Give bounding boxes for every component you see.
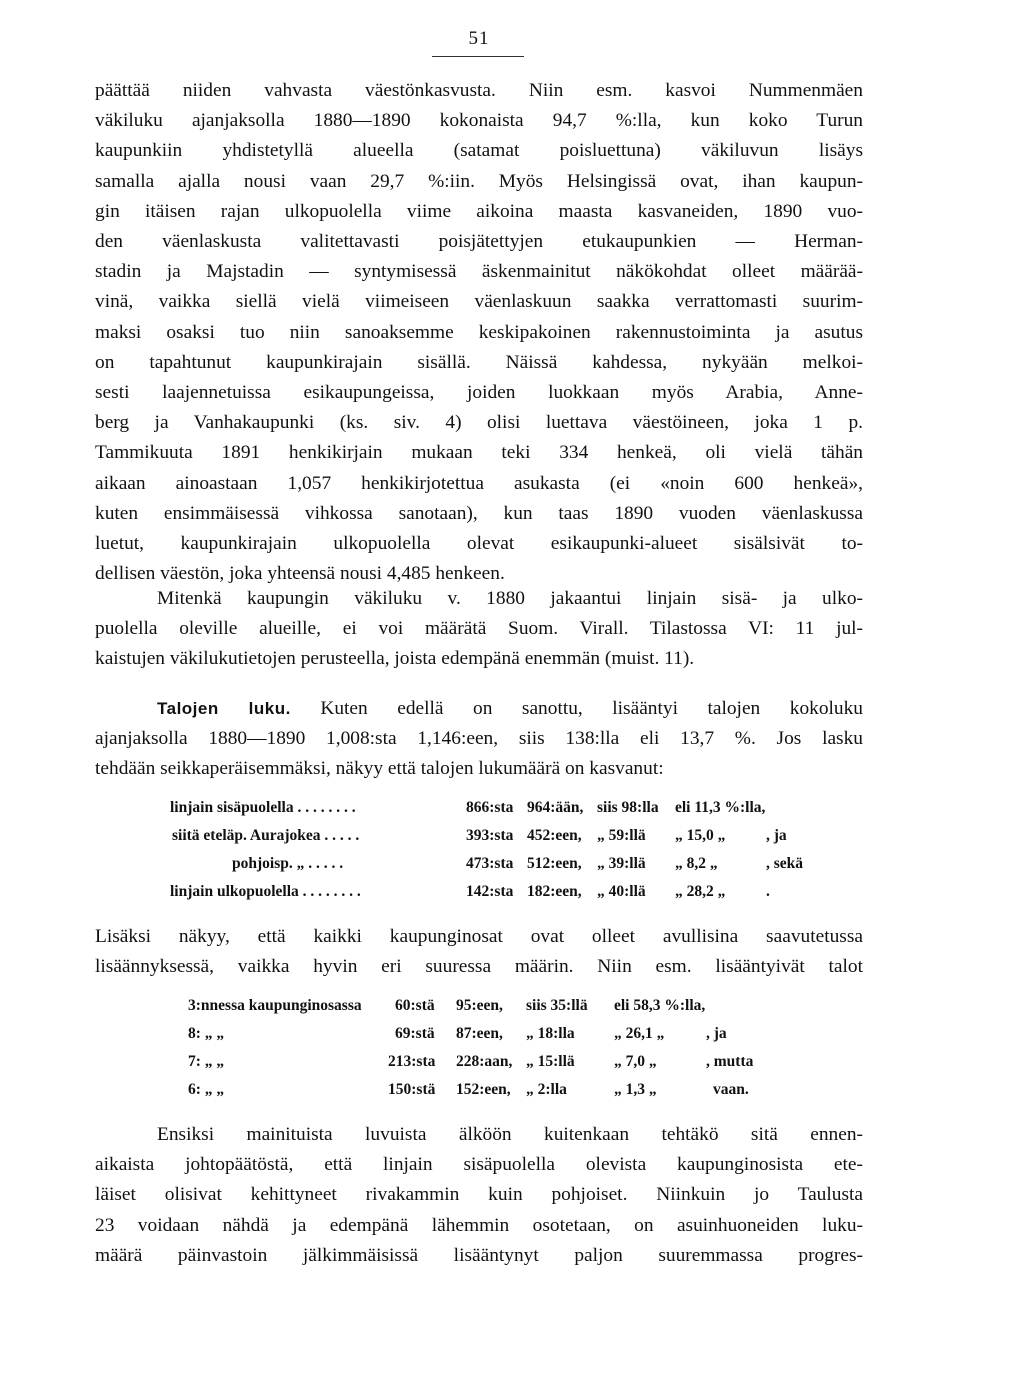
cell-increase: „ 15:llä [526, 1053, 575, 1070]
cell-suffix: , ja [706, 1025, 727, 1042]
table-row [170, 850, 870, 878]
paragraph-4 [95, 922, 863, 982]
cell-suffix: , sekä [766, 855, 804, 872]
cell-percent: „ 1,3 „ [614, 1081, 657, 1098]
text-line: ajanjaksolla 1880—1890 1,008:sta 1,146:een, siis 138:lla eli 13,7 %. Jos lasku [95, 728, 863, 750]
text-line: määrä päinvastoin jälkimmäisissä lisääntynyt paljon suuremmassa progres- [95, 1244, 863, 1266]
cell-from: 142:sta [466, 883, 514, 900]
text-line: läiset olisivat kehittyneet rivakammin kuin pohjoiset. Niinkuin jo Taulusta [95, 1184, 863, 1206]
cell-to: 512:een, [527, 855, 582, 872]
text-line: 23 voidaan nähdä ja edempänä lähemmin osotetaan, on asuinhuoneiden luku- [95, 1214, 863, 1236]
text-line: kaistujen väkilukutietojen perusteella, joista edempänä enemmän (muist. 11). [95, 648, 695, 670]
cell-from: 473:sta [466, 855, 514, 872]
paragraph-1 [95, 76, 863, 589]
row-label: 3:nnessa kaupunginosassa [188, 997, 362, 1014]
table-row [188, 1048, 868, 1076]
cell-to: 152:een, [456, 1081, 511, 1098]
cell-increase: siis 35:llä [526, 997, 588, 1014]
text-line: kuten ensimmäisessä vihkossa sanotaan), kun taas 1890 vuoden väenlaskussa [95, 502, 863, 524]
text-line: on tapahtunut kaupunkirajain sisällä. Näissä kahdessa, nykyään melkoi- [95, 351, 863, 373]
row-label: linjain ulkopuolella . . . . . . . . [170, 883, 361, 900]
cell-from: 213:sta [388, 1053, 436, 1070]
table-row [188, 1020, 868, 1048]
cell-increase: siis 98:lla [597, 799, 659, 816]
text-line: den väenlaskusta valitettavasti poisjätettyjen etukaupunkien — Herman- [95, 231, 863, 253]
cell-from: 866:sta [466, 799, 514, 816]
section-heading: Talojen luku. [157, 699, 291, 718]
cell-increase: „ 39:llä [597, 855, 646, 872]
cell-to: 228:aan, [456, 1053, 513, 1070]
text-line: Mitenkä kaupungin väkiluku v. 1880 jakaantui linjain sisä- ja ulko- [157, 588, 863, 609]
cell-percent: „ 15,0 „ [675, 827, 726, 844]
paragraph-3 [95, 694, 863, 785]
cell-suffix: . [766, 883, 770, 900]
houses-by-district-table [188, 992, 868, 1104]
text-line: aikaista johtopäätöstä, että linjain sisäpuolella olevista kaupunginosista ete- [95, 1154, 863, 1176]
cell-to: 964:ään, [527, 799, 584, 816]
text-line: stadin ja Majstadin — syntymisessä äskenmainitut näkökohdat olleet määrää- [95, 261, 863, 283]
paragraph-2 [95, 584, 863, 675]
text-line: Tammikuuta 1891 henkikirjain mukaan teki 334 henkeä, oli vielä tähän [95, 442, 863, 464]
page-number-rule [432, 56, 524, 57]
cell-increase: „ 59:llä [597, 827, 646, 844]
cell-percent: „ 28,2 „ [675, 883, 726, 900]
row-label: siitä eteläp. Aurajokea . . . . . [172, 827, 360, 844]
cell-increase: „ 40:llä [597, 883, 646, 900]
row-label: linjain sisäpuolella . . . . . . . . [170, 799, 356, 816]
page-number: 51 [468, 28, 490, 49]
text-line [95, 694, 863, 724]
text-run: Kuten edellä on sanottu, lisääntyi talojen kokoluku [290, 698, 864, 719]
cell-suffix: vaan. [713, 1081, 749, 1098]
text-line: samalla ajalla nousi vaan 29,7 %:iin. Myös Helsingissä ovat, ihan kaupun- [95, 170, 863, 192]
text-line: aikaan ainoastaan 1,057 henkikirjotettua asukasta (ei «noin 600 henkeä», [95, 472, 863, 494]
cell-percent: eli 11,3 %:lla, [675, 799, 766, 816]
text-line: lisäännyksessä, vaikka hyvin eri suuressa määrin. Niin esm. lisääntyivät talot [95, 956, 863, 978]
text-line: maksi osaksi tuo niin sanoaksemme keskipakoinen rakennustoiminta ja asutus [95, 321, 863, 343]
text-line: väkiluku ajanjaksolla 1880—1890 kokonaista 94,7 %:lla, kun koko Turun [95, 110, 863, 132]
cell-to: 95:een, [456, 997, 503, 1014]
text-line: berg ja Vanhakaupunki (ks. siv. 4) olisi luettava väestöineen, joka 1 p. [95, 412, 863, 434]
text-line: kaupunkiin yhdistetyllä alueella (satamat poisluettuna) väkiluvun lisäys [95, 140, 863, 162]
cell-suffix: , ja [766, 827, 787, 844]
text-line: luetut, kaupunkirajain ulkopuolella olevat esikaupunki-alueet sisälsivät to- [95, 533, 863, 555]
text-line: dellisen väestön, joka yhteensä nousi 4,485 henkeen. [95, 563, 505, 585]
table-row [188, 992, 868, 1020]
paragraph-5 [95, 1120, 863, 1271]
text-line: sesti laajennetuissa esikaupungeissa, joiden luokkaan myös Arabia, Anne- [95, 382, 863, 404]
table-row [170, 878, 870, 906]
cell-percent: „ 7,0 „ [614, 1053, 657, 1070]
cell-from: 150:stä [388, 1081, 436, 1098]
cell-from: 69:stä [395, 1025, 435, 1042]
text-line: puolella oleville alueille, ei voi määrätä Suom. Virall. Tilastossa VI: 11 jul- [95, 618, 863, 640]
cell-from: 393:sta [466, 827, 514, 844]
text-line: päättää niiden vahvasta väestönkasvusta. Niin esm. kasvoi Nummenmäen [95, 80, 863, 101]
houses-by-line-table [170, 794, 870, 906]
row-label: pohjoisp. „ . . . . . [232, 855, 344, 872]
row-label: 8: „ „ [188, 1025, 225, 1042]
text-line: Lisäksi näkyy, että kaikki kaupunginosat ovat olleet avullisina saavutetussa [95, 926, 863, 947]
cell-increase: „ 18:lla [526, 1025, 575, 1042]
cell-to: 182:een, [527, 883, 582, 900]
row-label: 7: „ „ [188, 1053, 225, 1070]
cell-from: 60:stä [395, 997, 435, 1014]
cell-increase: „ 2:lla [526, 1081, 567, 1098]
cell-percent: „ 8,2 „ [675, 855, 718, 872]
table-row [170, 822, 870, 850]
text-line: vinä, vaikka siellä vielä viimeiseen väenlaskuun saakka verrattomasti suurim- [95, 291, 863, 313]
table-row [170, 794, 870, 822]
text-line: tehdään seikkaperäisemmäksi, näkyy että talojen lukumäärä on kasvanut: [95, 758, 664, 780]
text-line: gin itäisen rajan ulkopuolella viime aikoina maasta kasvaneiden, 1890 vuo- [95, 200, 863, 222]
cell-to: 87:een, [456, 1025, 503, 1042]
row-label: 6: „ „ [188, 1081, 225, 1098]
cell-percent: eli 58,3 %:lla, [614, 997, 706, 1014]
table-row [188, 1076, 868, 1104]
text-line: Ensiksi mainituista luvuista älköön kuitenkaan tehtäkö sitä ennen- [157, 1124, 863, 1145]
cell-suffix: , mutta [706, 1053, 754, 1070]
cell-percent: „ 26,1 „ [614, 1025, 665, 1042]
cell-to: 452:een, [527, 827, 582, 844]
